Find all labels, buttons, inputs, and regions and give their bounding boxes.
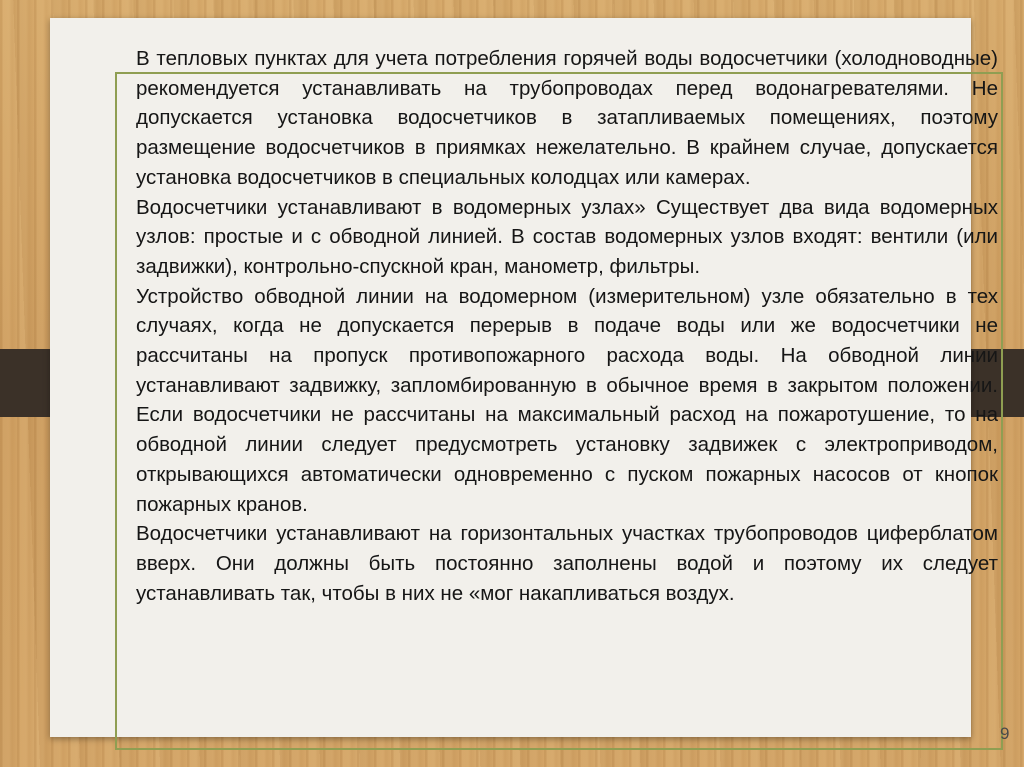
paragraph-hot-water-meters: В тепловых пунктах для учета потребления горячей воды водосчетчики (холодноводные) рекомендуется устанавливать на трубопроводах перед водонагревателями. Не допускается установка водосчетчиков в затапливаемых помещениях, поэтому размещение водосчетчиков в приямках нежелательно. В крайнем случае, допускается установка водосчетчиков в специальных колодцах или камерах. xyxy=(136,47,998,189)
paragraph-meter-installation: Водосчетчики устанавливают на горизонтальных участках трубопроводов циферблатом вверх. Они должны быть постоянно заполнены водой и поэтому их следует устанавливать так, чтобы в них не «мог накапливаться воздух. xyxy=(136,522,998,605)
slide-body-text xyxy=(136,44,998,608)
paragraph-bypass-line: Устройство обводной линии на водомерном (измерительном) узле обязательно в тех случаях, когда не допускается перерыв в подаче воды или же водосчетчики не рассчитаны на пропуск противопожарного расхода воды. На обводной линии устанавливают задвижку, запломбированную в обычное время в закрытом положении. Если водосчетчики не рассчитаны на максимальный расход на пожаротушение, то на обводной линии следует предусмотреть установку задвижек с электроприводом, открывающихся автоматически одновременно с пуском пожарных насосов от кнопок пожарных кранов. xyxy=(136,284,998,516)
page-number: 9 xyxy=(1000,724,1010,743)
slide-paper xyxy=(50,18,1010,743)
paragraph-meter-nodes: Водосчетчики устанавливают в водомерных узлах» Существует два вида водомерных узлов: простые и с обводной линией. В состав водомерных узлов входят: вентили (или задвижки), контрольно-спускной кран, манометр, фильтры. xyxy=(136,195,998,278)
